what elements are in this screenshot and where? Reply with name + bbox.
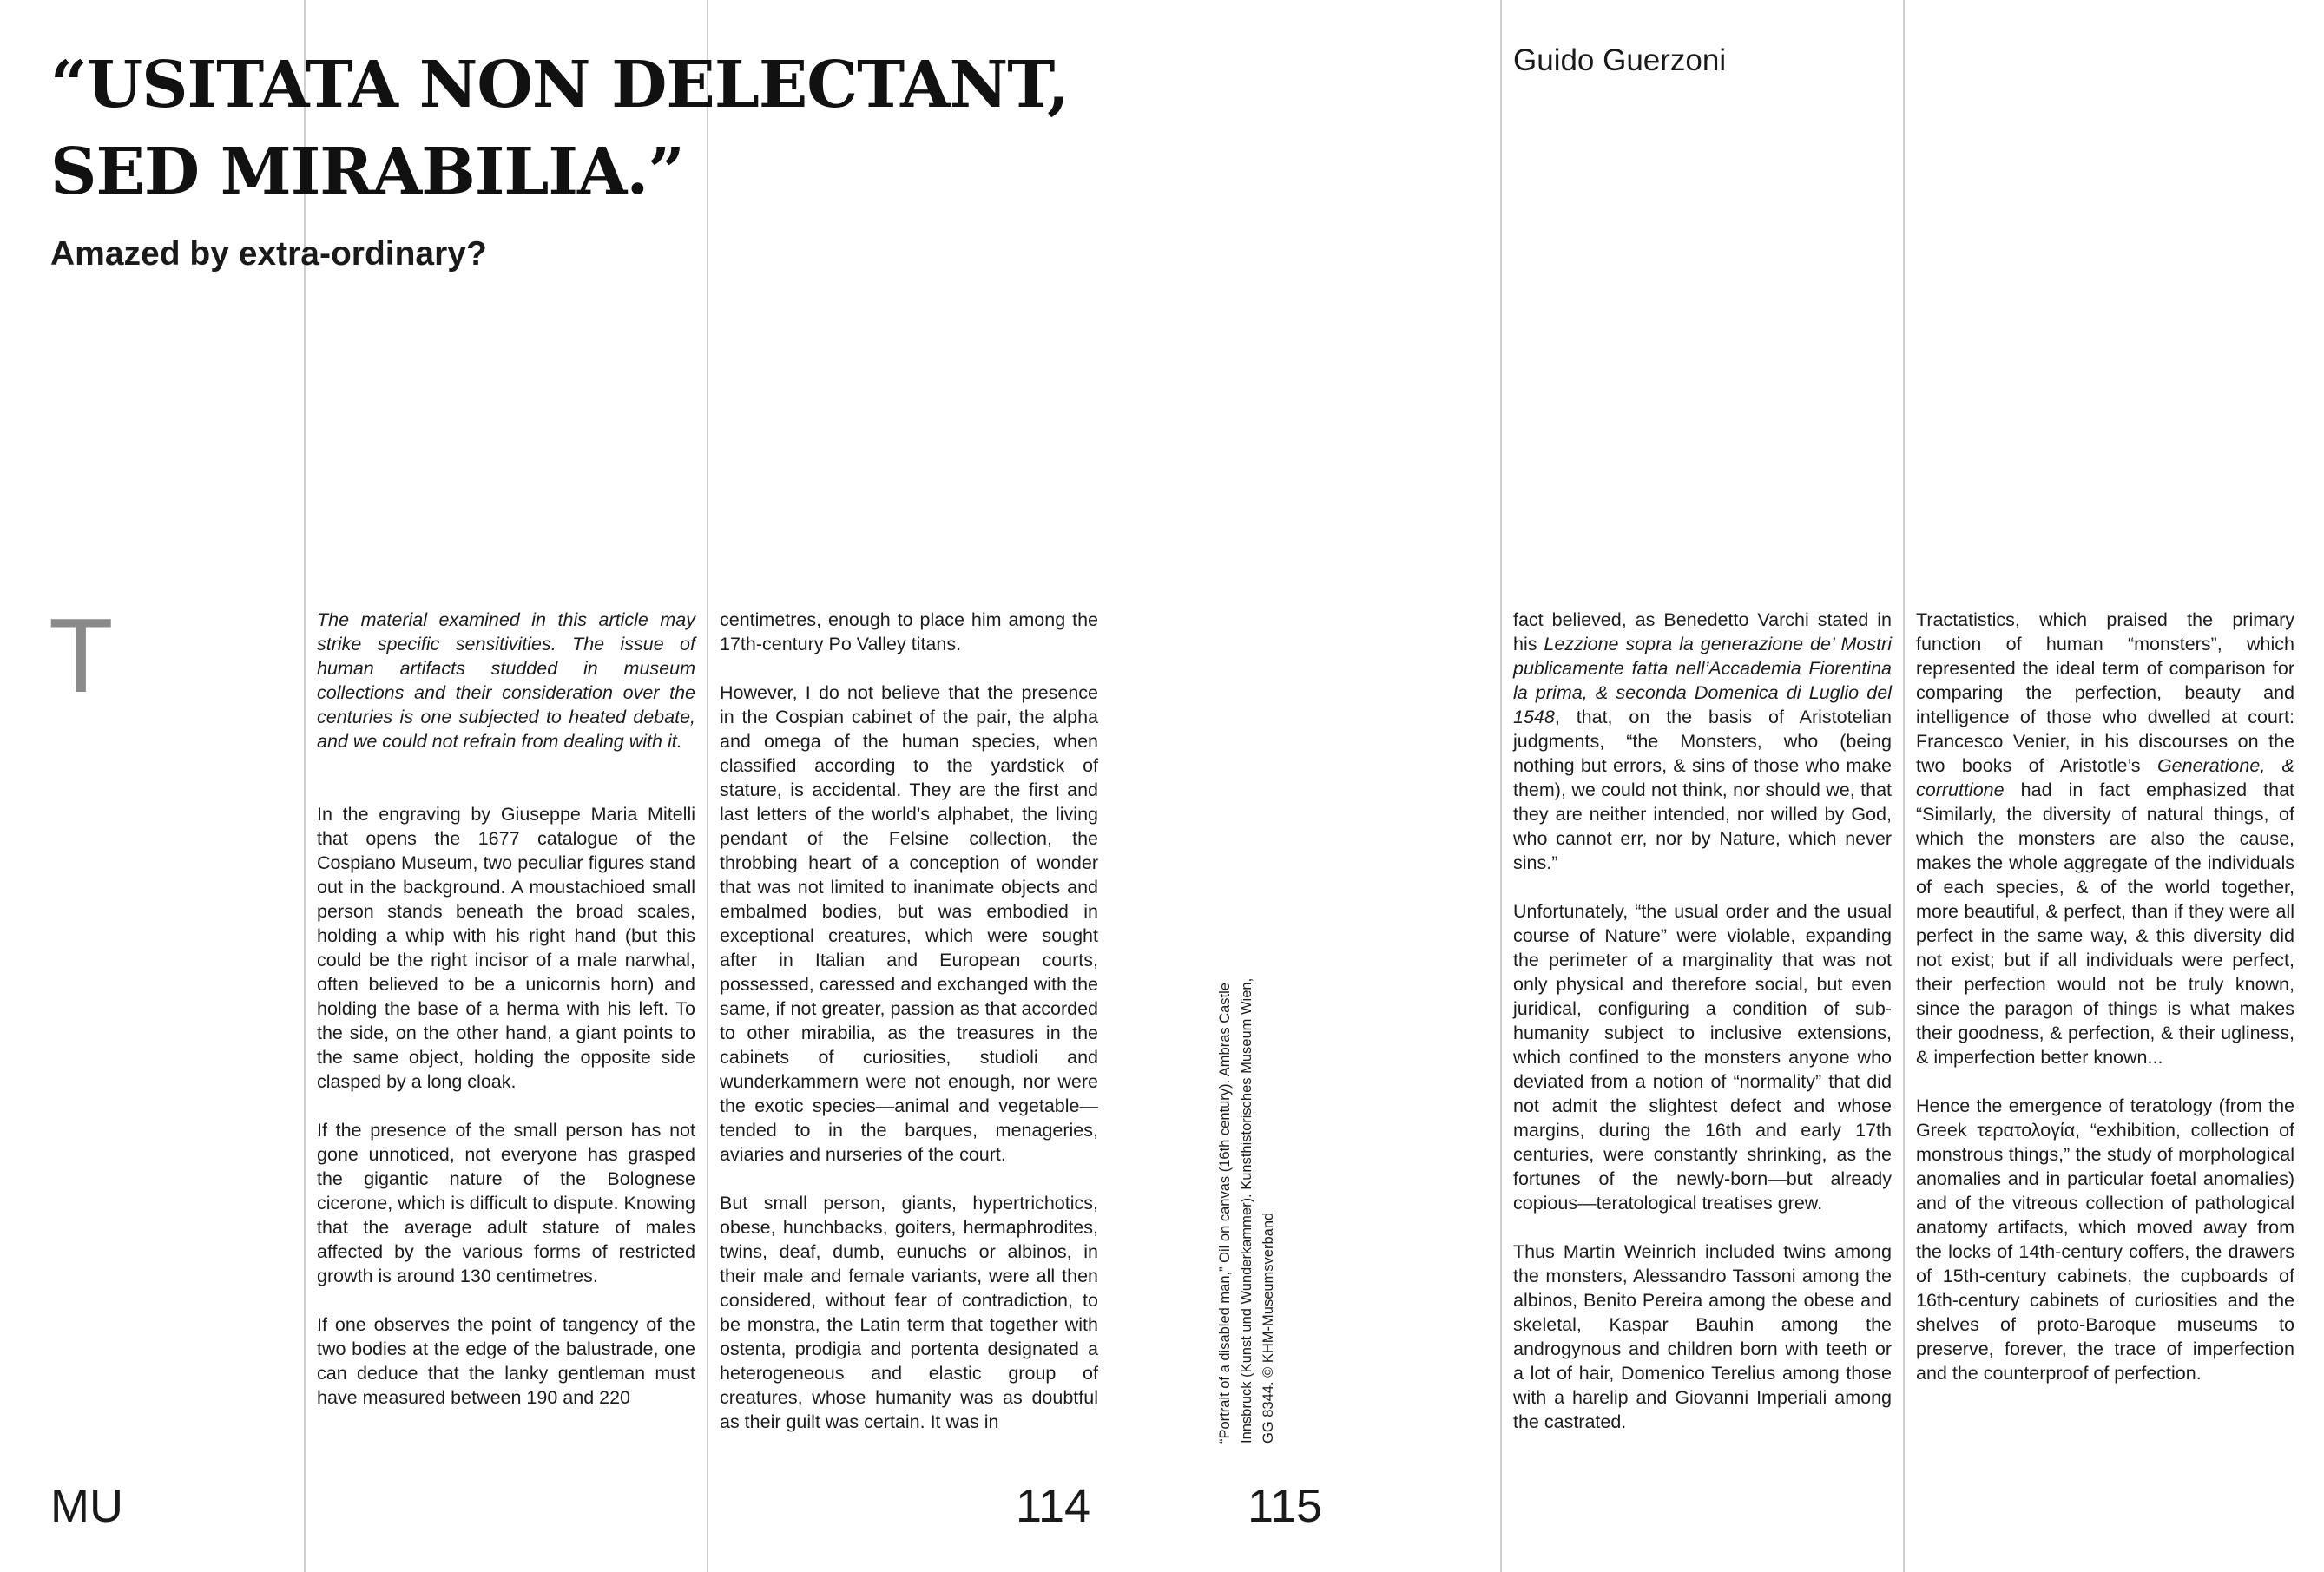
paragraph: However, I do not believe that the presence in the Cospian cabinet of the pair, the alpha and omega of the human species, when classified according to the yardstick of stature, is accidental. They are the first and last letters of the world’s alphabet, the living pendant of the Felsine collection, the throbbing heart of a conception of wonder that was not limited to inanimate objects and embalmed bodies, but was embodied in exceptional creatures, which were sought after in Italian and European courts, possessed, caressed and exchanged with the same, if not greater, passion as that accorded to other mirabilia, as the treasures in the cabinets of curiosities, studioli and wunderkammern were not enough, nor were the exotic species—animal and vegetable—tended to in the barques, menageries, aviaries and nurseries of the court. <box>720 682 1098 1165</box>
paragraph <box>1513 608 1892 875</box>
paragraph <box>1916 608 2294 1069</box>
text-column-1 <box>317 608 695 1410</box>
paragraph: Unfortunately, “the usual order and the usual course of Nature” were violable, expanding the perimeter of a marginality that was not only physical and therefore social, but even juridical, configuring a condition of sub-humanity subject to inclusive extensions, which confined to the monsters anyone who deviated from a notion of “normality” that did not admit the slightest defect and whose margins, during the 16th and early 17th centuries, were constantly shrinking, as the fortunes of the newly-born—but already copious—teratological treatises grew. <box>1513 901 1892 1214</box>
page-number-left: 114 <box>1016 1480 1091 1532</box>
book-title: Lezzione sopra la generazione de’ Mostri publicamente fatta nell’Accademia Fiorentina la prima, & seconda Domenica di Luglio del 1548 <box>1513 634 1892 727</box>
column-rule-3 <box>1500 0 1502 1572</box>
paragraph: In the engraving by Giuseppe Maria Mitelli that opens the 1677 catalogue of the Cospiano Museum, two peculiar figures stand out in the background. A moustachioed small person stands beneath the broad scales, holding a whip with his right hand (but this could be the right incisor of a male narwhal, often believed to be a unicornis horn) and holding the base of a herma with his left. To the side, on the other hand, a giant points to the same object, holding the opposite side clasped by a long cloak. <box>317 804 695 1092</box>
book-title: Generatione, & corruttione <box>1916 755 2294 800</box>
column-rule-4 <box>1903 0 1905 1572</box>
title-line-2: SED MIRABILIA.” <box>50 135 684 209</box>
article-subtitle: Amazed by extra-ordinary? <box>50 235 487 273</box>
drop-cap: T <box>49 596 114 714</box>
text-run: fact believed, as Benedetto Varchi stated in his <box>1513 609 1892 654</box>
paragraph: Thus Martin Weinrich included twins among the monsters, Alessandro Tassoni among the albinos, Benito Pereira among the obese and skeletal, Kaspar Bauhin among the androgynous and children born with teeth or a lot of hair, Domenico Terelius among those with a harelip and Giovanni Imperiali among the castrated. <box>1513 1241 1892 1432</box>
paragraph: If the presence of the small person has not gone unnoticed, not everyone has grasped the gigantic nature of the Bolognese cicerone, which is difficult to dispute. Knowing that the average adult stature of males affected by the various forms of restricted growth is around 130 centimetres. <box>317 1120 695 1286</box>
text-column-2 <box>720 608 1098 1434</box>
paragraph: If one observes the point of tangency of the two bodies at the edge of the balustrade, one can deduce that the lanky gentleman must have measured between 190 and 220 <box>317 1314 695 1408</box>
caption-line: GG 8344. © KHM-Museumsverband <box>1261 1212 1276 1444</box>
paragraph: Hence the emergence of teratology (from the Greek τερατολογία, “exhibition, collection of monstrous things,” the study of morphological anomalies and in particular foetal anomalies) and of the vitreous collection of pathological anatomy artifacts, which moved away from the locks of 14th-century coffers, the drawers of 15th-century cabinets, the cupboards of 16th-century cabinets of curiosities and the shelves of proto-Baroque museums to preserve, forever, the trace of imperfection and the counterproof of perfection. <box>1916 1095 2294 1384</box>
image-caption <box>1215 879 1312 1444</box>
column-rule-2 <box>707 0 708 1572</box>
image-caption-container <box>1215 879 1312 1444</box>
section-label: MU <box>50 1480 123 1532</box>
page-number-right: 115 <box>1248 1480 1323 1532</box>
caption-line: “Portrait of a disabled man,” Oil on canvas (16th century). Ambras Castle <box>1217 983 1233 1444</box>
author-name: Guido Guerzoni <box>1513 43 1727 77</box>
article-title <box>50 42 1069 215</box>
text-run: , that, on the basis of Aristotelian judgments, “the Monsters, who (being nothing but errors, & sins of those who make them), we could not think, nor should we, that they are neither intended, nor willed by God, who cannot err, nor by Nature, which never sins.” <box>1513 707 1892 873</box>
text-run: Tractatistics, which praised the primary function of human “monsters”, which represented the ideal term of comparison for comparing the perfection, beauty and intelligence of those who dwelled at court: Francesco Venier, in his discourses on the two books of Aristotle’s <box>1916 609 2294 776</box>
paragraph: But small person, giants, hypertrichotics, obese, hunchbacks, goiters, hermaphrodites, twins, deaf, dumb, eunuchs or albinos, in their male and female variants, were all then considered, without fear of contradiction, to be monstra, the Latin term that together with ostenta, prodigia and portenta designated a heterogeneous and elastic group of creatures, whose humanity was as doubtful as their guilt was certain. It was in <box>720 1193 1098 1432</box>
intro-note: The material examined in this article may strike specific sensitivities. The issue of human artifacts studded in museum collections and their consideration over the centuries is one subjected to heated debate, and we could not refrain from dealing with it. <box>317 609 695 752</box>
text-column-3 <box>1513 608 1892 1434</box>
text-run: had in fact emphasized that “Similarly, the diversity of natural things, of which the monsters are also the cause, makes the whole aggregate of the individuals of each species, & of the world together, more beautiful, & perfect, than if they were all perfect in the same way, & this diversity did not exist; but if all individuals were perfect, their perfection would not be truly known, since the paragon of things is what makes their goodness, & perfection, & their ugliness, & imperfection better known... <box>1916 779 2294 1068</box>
paragraph: centimetres, enough to place him among the 17th-century Po Valley titans. <box>720 609 1098 654</box>
caption-line: Innsbruck (Kunst und Wunderkammer). Kunsthistorisches Museum Wien, <box>1239 977 1254 1444</box>
text-column-4 <box>1916 608 2294 1385</box>
title-line-1: “USITATA NON DELECTANT, <box>50 48 1069 122</box>
